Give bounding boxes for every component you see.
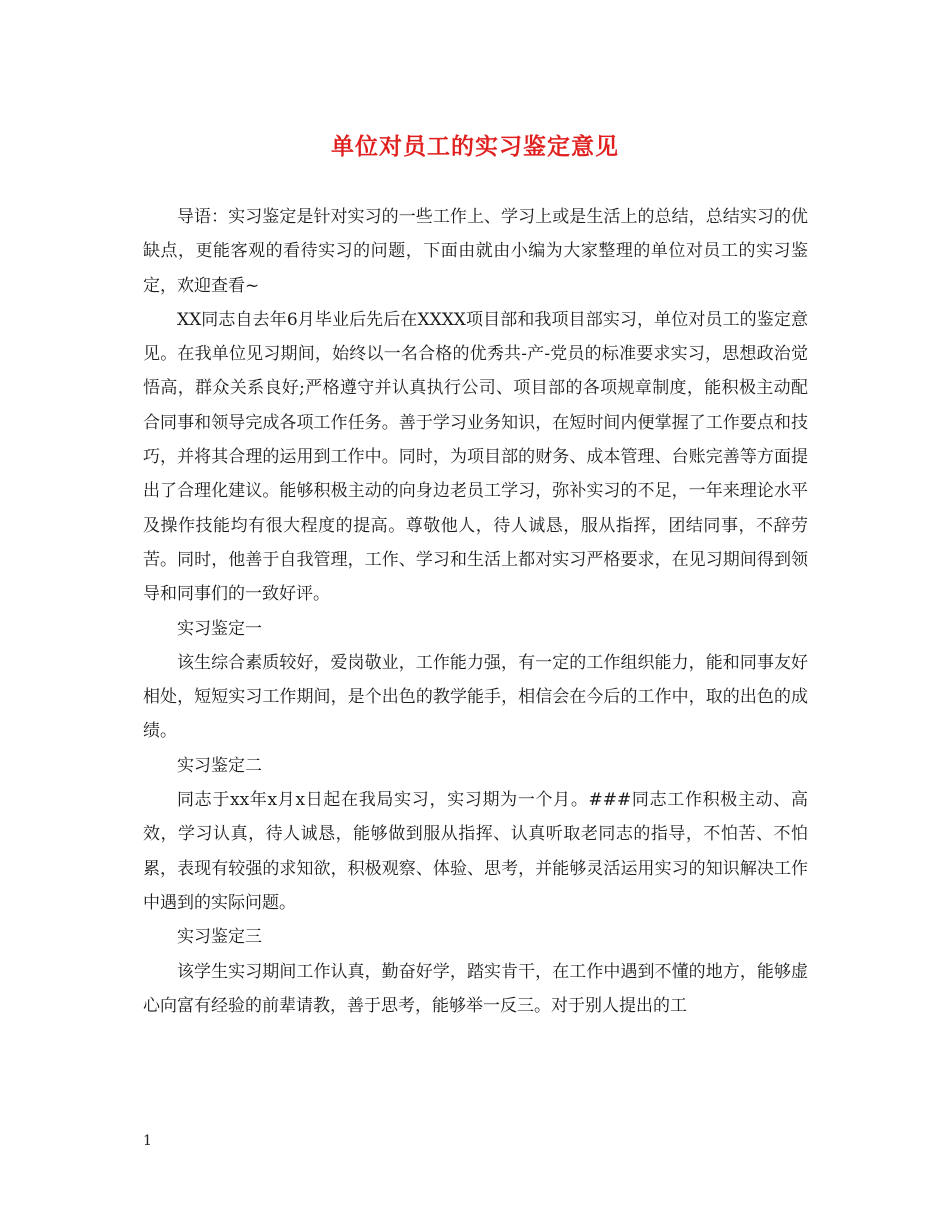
page-number: 1 (143, 1133, 152, 1149)
intro-paragraph: 导语：实习鉴定是针对实习的一些工作上、学习上或是生活上的总结，总结实习的优缺点，更能客观的看待实习的问题，下面由就由小编为大家整理的单位对员工的实习鉴定，欢迎查看~ (143, 207, 808, 296)
section-heading-3: 实习鉴定三 (177, 927, 262, 948)
main-paragraph: XX同志自去年6月毕业后先后在XXXX项目部和我项目部实习，单位对员工的鉴定意见。在我单位见习期间，始终以一名合格的优秀共-产-党员的标准要求实习，思想政治觉悟高，群众关系良好;严格遵守并认真执行公司、项目部的各项规章制度，能积极主动配合同事和领导完成各项工作任务。善于学习业务知识，在短时间内便掌握了工作要点和技巧，并将其合理的运用到工作中。同时，为项目部的财务、成本管理、台账完善等方面提出了合理化建议。能够积极主动的向身边老员工学习，弥补实习的不足，一年来理论水平及操作技能均有很大程度的提高。尊敬他人，待人诚恳，服从指挥，团结同事，不辞劳苦。同时，他善于自我管理，工作、学习和生活上都对实习严格要求，在见习期间得到领导和同事们的一致好评。 (143, 309, 808, 605)
section-text-2: 同志于xx年x月x日起在我局实习，实习期为一个月。###同志工作积极主动、高效，学习认真，待人诚恳，能够做到服从指挥、认真听取老同志的指导，不怕苦、不怕累，表现有较强的求知欲，积极观察、体验、思考，并能够灵活运用实习的知识解决工作中遇到的实际问题。 (143, 790, 808, 913)
document-body (143, 200, 808, 1023)
section-text-3: 该学生实习期间工作认真，勤奋好学，踏实肯干，在工作中遇到不懂的地方，能够虚心向富有经验的前辈请教，善于思考，能够举一反三。对于别人提出的工 (143, 961, 808, 1016)
section-heading-1: 实习鉴定一 (177, 618, 262, 639)
section-heading-2: 实习鉴定二 (177, 755, 262, 776)
section-text-1: 该生综合素质较好，爱岗敬业，工作能力强，有一定的工作组织能力，能和同事友好相处，短短实习工作期间，是个出色的教学能手，相信会在今后的工作中，取的出色的成绩。 (143, 652, 808, 742)
document-title: 单位对员工的实习鉴定意见 (331, 133, 619, 160)
